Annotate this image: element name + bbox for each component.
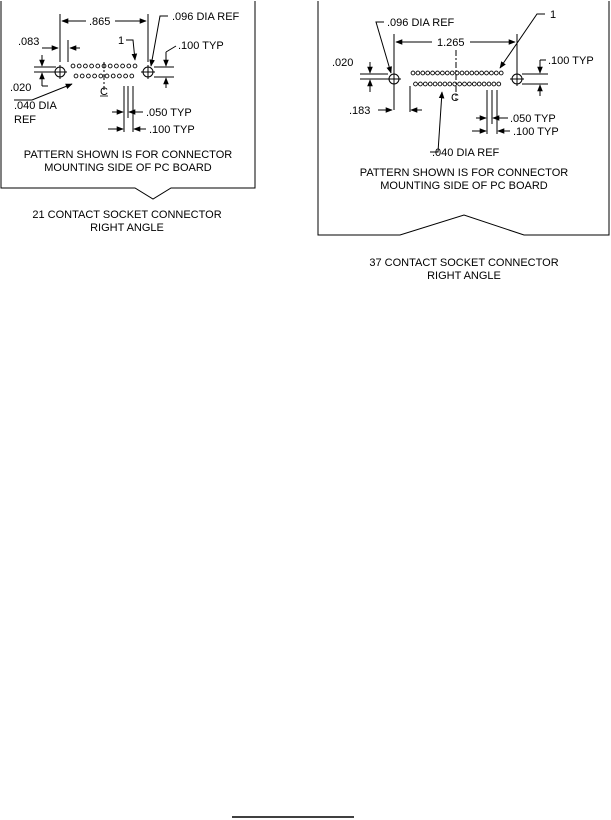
contact-pin [485, 71, 489, 75]
dim-040-label: .040 DIA [14, 100, 57, 112]
contact-pin [470, 71, 474, 75]
contact-pin [74, 74, 78, 78]
leader-096 [376, 22, 391, 73]
contact-pin [121, 64, 125, 68]
dim-100-typ-bottom-label: .100 TYP [149, 124, 195, 136]
dim-100-typ-top-label: .100 TYP [178, 40, 224, 52]
leader-pin-1 [126, 40, 135, 60]
contact-pin [130, 74, 134, 78]
figure-37-text [332, 9, 594, 282]
contact-pin [497, 82, 501, 86]
contact-pin [105, 74, 109, 78]
contact-pin [460, 71, 464, 75]
contact-pin [411, 71, 415, 75]
leader-pin-1 [500, 14, 545, 68]
dim-100-typ-top-label: .100 TYP [548, 55, 594, 67]
leader-040 [430, 92, 442, 152]
contact-pin [127, 64, 131, 68]
contact-pin [90, 64, 94, 68]
contact-pin [458, 82, 462, 86]
contact-pin [441, 71, 445, 75]
contact-pin [463, 82, 467, 86]
dim-020-label: .020 [332, 57, 354, 69]
contact-pin [99, 74, 103, 78]
dim-020-label: .020 [10, 82, 32, 94]
dim-100-typ-bottom-label: .100 TYP [513, 126, 559, 138]
dim-183-label: .183 [349, 105, 371, 117]
contact-pin [445, 71, 449, 75]
figure-21-caption-line-1: 21 CONTACT SOCKET CONNECTOR [32, 209, 222, 221]
dim-083-label: .083 [18, 36, 40, 48]
contact-pin [428, 82, 432, 86]
mounting-hole-right [510, 72, 524, 86]
figure-21-note-line-2: MOUNTING SIDE OF PC BOARD [44, 162, 212, 174]
dim-096-label: .096 DIA REF [387, 17, 455, 29]
contact-pin [480, 71, 484, 75]
pin-1-label: 1 [550, 9, 557, 21]
contact-pin [477, 82, 481, 86]
figure-21-text [10, 11, 240, 234]
centerline-symbol: C [100, 86, 108, 98]
contact-pin [111, 74, 115, 78]
contact-pin [421, 71, 425, 75]
dim-040-ref-label: REF [14, 114, 36, 126]
contact-pin [448, 82, 452, 86]
contact-pin [487, 82, 491, 86]
contact-pin [124, 74, 128, 78]
figure-37-note-line-1: PATTERN SHOWN IS FOR CONNECTOR [359, 167, 569, 179]
figure-37-caption-line-2: RIGHT ANGLE [427, 270, 501, 282]
contact-pin [416, 71, 420, 75]
contact-pin [423, 82, 427, 86]
figure-21-note-line-1: PATTERN SHOWN IS FOR CONNECTOR [23, 149, 233, 161]
contact-pin [414, 82, 418, 86]
contact-pin [87, 74, 91, 78]
contact-pin [426, 71, 430, 75]
figure-37-caption-line-1: 37 CONTACT SOCKET CONNECTOR [369, 257, 559, 269]
contact-pin [482, 82, 486, 86]
contact-pin [475, 71, 479, 75]
dim-050-typ-label: .050 TYP [146, 107, 192, 119]
contact-pin [115, 64, 119, 68]
figure-37-note-line-2: MOUNTING SIDE OF PC BOARD [380, 180, 548, 192]
contact-pin [133, 64, 137, 68]
centerline-symbol: C [451, 92, 459, 104]
contact-pin [492, 82, 496, 86]
contact-pin [71, 64, 75, 68]
dim-040-label: .040 DIA REF [432, 147, 500, 159]
contact-pin [443, 82, 447, 86]
contact-pin [118, 74, 122, 78]
contact-pin [431, 71, 435, 75]
contact-pin [436, 71, 440, 75]
contact-pin [93, 74, 97, 78]
contact-pattern-37 [411, 71, 503, 86]
contact-pin [490, 71, 494, 75]
contact-pin [84, 64, 88, 68]
contact-pin [450, 71, 454, 75]
contact-pin [419, 82, 423, 86]
contact-pin [433, 82, 437, 86]
dim-865-label: .865 [89, 16, 111, 28]
contact-pin [77, 64, 81, 68]
contact-pin [472, 82, 476, 86]
dim-050-typ-label: .050 TYP [510, 113, 556, 125]
contact-pin [80, 74, 84, 78]
pin-1-label: 1 [118, 35, 125, 47]
mounting-hole-right [141, 65, 155, 79]
contact-pin [96, 64, 100, 68]
dim-096-label: .096 DIA REF [172, 11, 240, 23]
dim-1265-label: 1.265 [437, 37, 465, 49]
contact-pin [438, 82, 442, 86]
contact-pin [108, 64, 112, 68]
leader-100 [166, 46, 176, 52]
contact-pin [468, 82, 472, 86]
leader-096 [151, 16, 168, 66]
contact-pin [494, 71, 498, 75]
figure-21-caption-line-2: RIGHT ANGLE [90, 222, 164, 234]
contact-pin [499, 71, 503, 75]
contact-pin [465, 71, 469, 75]
